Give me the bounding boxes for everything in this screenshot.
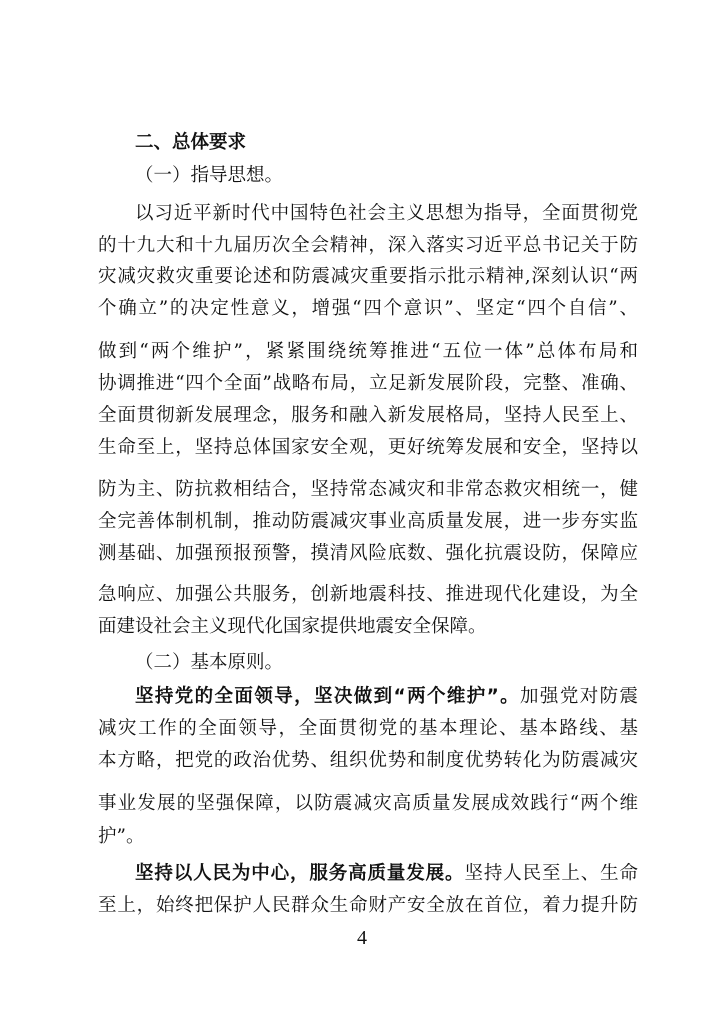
- paragraph-line: 的十九大和十九届历次全会精神，深入落实习近平总书记关于防: [98, 235, 638, 256]
- paragraph-first-line: [98, 685, 638, 709]
- page-number: 4: [357, 927, 367, 949]
- principle-lead: 坚持党的全面领导，坚决做到“两个维护”。: [135, 686, 521, 707]
- subsection-guiding-thought: （一）指导思想。: [135, 165, 284, 186]
- paragraph-line: 本方略，把党的政治优势、组织优势和制度优势转化为防震减灾: [98, 750, 638, 771]
- paragraph-line: 急响应、加强公共服务，创新地震科技、推进现代化建设，为全: [98, 584, 638, 605]
- section-title: 二、总体要求: [135, 132, 247, 153]
- paragraph-line: 生命至上，坚持总体国家安全观，更好统筹发展和安全，坚持以: [98, 437, 638, 458]
- paragraph-line: 减灾工作的全面领导，全面贯彻党的基本理论、基本路线、基: [98, 718, 638, 739]
- paragraph-line: 事业发展的坚强保障，以防震减灾高质量发展成效践行“两个维: [98, 793, 638, 814]
- paragraph-first-line: [98, 862, 638, 886]
- paragraph-line: 防为主、防抗救相结合，坚持常态减灾和非常态救灾相统一，健: [98, 479, 638, 500]
- paragraph-line: 测基础、加强预报预警，摸清风险底数、强化抗震设防，保障应: [98, 543, 638, 564]
- paragraph-line: 灾减灾救灾重要论述和防震减灾重要指示批示精神,深刻认识“两: [98, 266, 638, 287]
- paragraph-line: 至上，始终把保护人民群众生命财产安全放在首位，着力提升防: [98, 895, 638, 916]
- principle-lead: 坚持以人民为中心，服务高质量发展。: [135, 863, 465, 884]
- paragraph-line: 全完善体制机制，推动防震减灾事业高质量发展，进一步夯实监: [98, 511, 638, 532]
- paragraph-line: 护”。: [98, 826, 145, 847]
- paragraph-line: 面建设社会主义现代化国家提供地震安全保障。: [98, 616, 487, 637]
- paragraph-line: 做到“两个维护”，紧紧围绕统筹推进“五位一体”总体布局和: [98, 341, 638, 362]
- paragraph-line: 协调推进“四个全面”战略布局，立足新发展阶段，完整、准确、: [98, 373, 638, 394]
- paragraph-line: 全面贯彻新发展理念，服务和融入新发展格局，坚持人民至上、: [98, 405, 638, 426]
- paragraph-line: 个确立”的决定性意义，增强“四个意识”、坚定“四个自信”、: [98, 298, 638, 319]
- paragraph-text: 坚持人民至上、生命: [464, 863, 638, 884]
- paragraph-line: 以习近平新时代中国特色社会主义思想为指导，全面贯彻党: [135, 203, 638, 224]
- paragraph-text: 加强党对防震: [520, 686, 638, 707]
- subsection-basic-principles: （二）基本原则。: [135, 652, 284, 673]
